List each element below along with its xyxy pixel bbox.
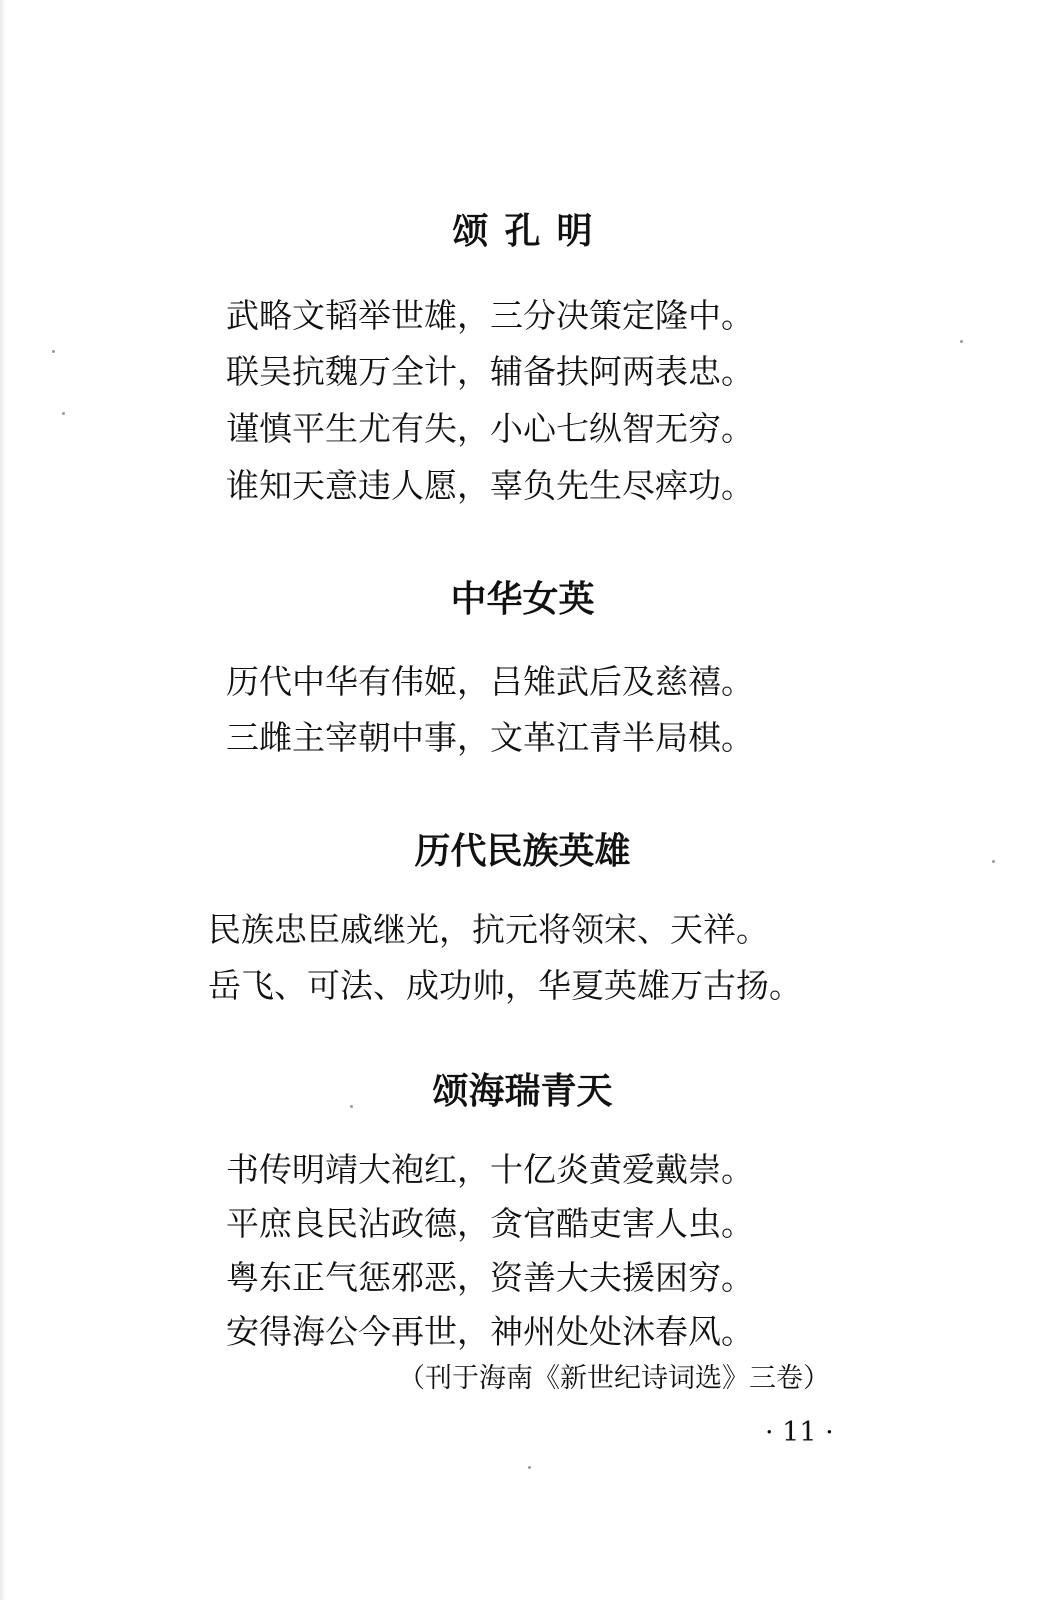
verse-line: 岳飞、可法、成功帅，华夏英雄万古扬。 xyxy=(208,966,802,1005)
scan-speck xyxy=(350,1105,353,1108)
verse-line: 谁知天意违人愿，辜负先生尽瘁功。 xyxy=(226,466,754,505)
verse-line: 联吴抗魏万全计，辅备扶阿两表忠。 xyxy=(226,352,754,391)
poem-title-kongming: 颂孔明 xyxy=(452,211,609,252)
scan-speck xyxy=(528,1466,531,1469)
verse-line: 安得海公今再世，神州处处沐春风。 xyxy=(226,1312,754,1351)
verse-line: 书传明靖大袍红，十亿炎黄爱戴崇。 xyxy=(226,1150,754,1189)
verse-line: 平庶良民沾政德，贪官酷吏害人虫。 xyxy=(226,1204,754,1243)
verse-line: 民族忠臣戚继光，抗元将领宋、天祥。 xyxy=(208,910,769,949)
poem-title-zhonghua-nvying: 中华女英 xyxy=(450,579,595,620)
poem-title-hairui-qingtian: 颂海瑞青天 xyxy=(432,1071,613,1112)
scan-speck xyxy=(52,350,55,353)
verse-line: 武略文韬举世雄，三分决策定隆中。 xyxy=(226,296,754,335)
verse-line: 三雌主宰朝中事，文革江青半局棋。 xyxy=(226,718,754,757)
verse-line: 历代中华有伟姬，吕雉武后及慈禧。 xyxy=(226,662,754,701)
scan-speck xyxy=(960,340,963,343)
poem-title-minzu-yingxiong: 历代民族英雄 xyxy=(414,831,631,872)
scan-speck xyxy=(992,860,995,863)
page-number: · 11 · xyxy=(765,1417,834,1448)
scan-speck xyxy=(62,412,65,415)
verse-line: 谨慎平生尤有失，小心七纵智无穷。 xyxy=(226,409,754,448)
verse-line: 粤东正气惩邪恶，资善大夫援困穷。 xyxy=(226,1258,754,1297)
source-note: （刊于海南《新世纪诗词选》三卷） xyxy=(398,1363,830,1394)
